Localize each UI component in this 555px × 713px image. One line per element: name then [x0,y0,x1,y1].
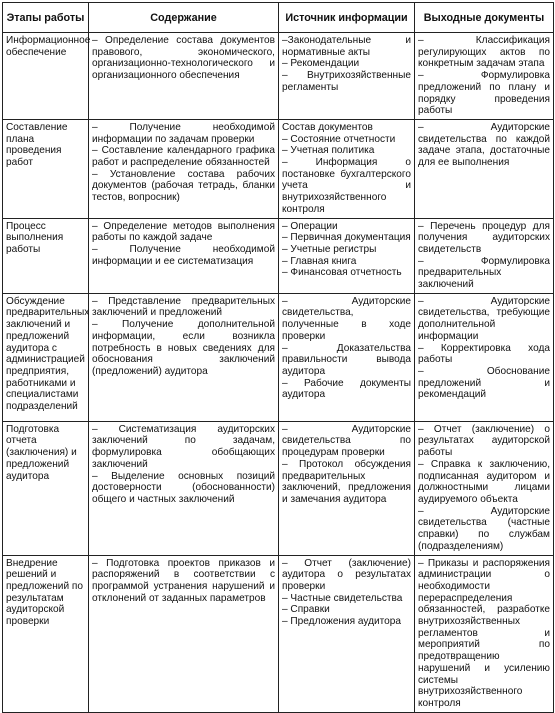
cell-line: – Установление состава рабочих документов (рабочая тетрадь, бланки тестов, вопросник) [92,168,275,204]
cell-line: – Отчет (заключение) аудитора о результатах проверки [282,557,411,592]
cell-content [89,421,279,555]
cell-output [415,421,554,555]
cell-line: – Получение необходимой информации и ее систематизация [92,243,275,267]
table-row [3,293,554,421]
cell-line: – Выделение основных позиций достоверности (обоснованности) общего и частных заключений [92,470,275,505]
cell-line: – Операции [282,220,338,232]
cell-source [279,218,415,293]
cell-line: Подготовка отчета (заключения) и предложений аудитора [6,423,77,482]
header-row [3,3,554,33]
cell-stage [3,119,89,218]
cell-content [89,555,279,712]
cell-line: Внедрение решений и предложений по результатам аудиторской проверки [6,557,83,628]
cell-line: Информационное обеспечение [6,35,91,58]
cell-line: – Рабочие документы аудитора [282,377,411,401]
cell-line: Процесс выполнения работы [6,220,64,255]
cell-line: – Первичная документация [282,232,411,244]
cell-line: – Аудиторские свидетельства по процедурам проверки [282,423,411,459]
cell-line: – Отчет (заключение) о результатах аудиторской работы [418,423,550,459]
cell-line: – Внутрихозяйственные регламенты [282,70,411,93]
cell-line: – Учетная политика [282,145,375,157]
cell-output [415,293,554,421]
cell-line: – Получение необходимой информации по задачам проверки [92,121,275,145]
cell-line: – Протокол обсуждения предварительных заключений, предложения и замечания аудитора [282,458,411,505]
cell-output [415,218,554,293]
cell-line: – Обоснование предложений и рекомендаций [418,365,550,401]
header-source: Источник информации [279,3,415,33]
cell-content [89,33,279,120]
cell-line: Состав документов [282,121,373,133]
cell-line: Обсуждение предварительных заключений и предложений аудитора с администрацией предприятия, работниками и специалистами подразделений [6,295,90,413]
cell-line: – Главная книга [282,255,357,267]
cell-content [89,218,279,293]
cell-line: –Законодательные и нормативные акты [282,35,411,58]
cell-line: – Определение методов выполнения работы по каждой задаче [92,220,275,244]
cell-line: – Учетные регистры [282,243,377,255]
cell-line: – Перечень процедур для получения аудиторских свидетельств [418,220,550,255]
cell-line: – Систематизация аудиторских заключений по задачам, формулировка обобщающих заключений [92,423,275,470]
table-body [3,33,554,713]
cell-line: – Представление предварительных заключений и предложений [92,295,275,319]
cell-line: – Рекомендации [282,58,360,70]
cell-line: – Формулировка предварительных заключений [418,255,550,291]
table-row [3,119,554,218]
cell-line: – Аудиторские свидетельства, требующие дополнительной информации [418,295,550,342]
cell-line: – Частные свидетельства [282,592,403,604]
table-row [3,421,554,555]
table-row [3,218,554,293]
cell-line: – Определение состава документов правового, экономического, организационно-технологического и организационного обеспечения [92,35,275,82]
cell-content [89,119,279,218]
cell-stage [3,33,89,120]
cell-line: Составление плана проведения работ [6,121,68,169]
cell-line: – Аудиторские свидетельства (частные справки) по службам (подразделениям) [418,505,550,552]
cell-stage [3,218,89,293]
cell-output [415,555,554,712]
cell-line: – Предложения аудитора [282,616,402,628]
cell-stage [3,555,89,712]
cell-content [89,293,279,421]
cell-line: – Справки [282,604,330,616]
cell-stage [3,421,89,555]
cell-line: – Аудиторские свидетельства по каждой задаче этапа, достаточные для ее выполнения [418,121,550,169]
cell-line: – Получение дополнительной информации, если возникла потребность в новых сведениях для обоснования заключений (предложений) аудитора [92,319,275,377]
header-stage: Этапы работы [3,3,89,33]
header-content: Содержание [89,3,279,33]
cell-line: – Корректировка хода работы [418,342,550,366]
table-row [3,555,554,712]
cell-line: – Справка к заключению, подписанная аудитором и должностными лицами аудируемого объекта [418,458,550,505]
cell-line: – Подготовка проектов приказов и распоряжений в соответствии с программой устранения нарушений и отклонений от заданных параметров [92,557,275,604]
header-output: Выходные документы [415,3,554,33]
cell-line: – Составление календарного графика работ и распределение обязанностей [92,145,275,169]
cell-output [415,33,554,120]
cell-line: – Информация о постановке бухгалтерского учета и внутрихозяйственного контроля [282,157,411,215]
cell-source [279,119,415,218]
table-row [3,33,554,120]
cell-source [279,421,415,555]
cell-line: – Доказательства правильности вывода аудитора [282,342,411,377]
cell-stage [3,293,89,421]
cell-output [415,119,554,218]
cell-line: – Состояние отчетности [282,133,396,145]
cell-source [279,555,415,712]
cell-line: – Формулировка предложений по плану и порядку проведения работы [418,70,550,117]
audit-stages-table [2,2,554,713]
cell-line: – Приказы и распоряжения администрации о необходимости перераспределения обязанностей, разработке внутрихозяйственных регламентов и мероприятий по предотвращению нарушений и усилению системы внутрихозяйственного контроля [418,557,550,709]
cell-source [279,293,415,421]
cell-source [279,33,415,120]
cell-line: – Классификация регулирующих актов по конкретным задачам этапа [418,35,550,70]
cell-line: – Финансовая отчетность [282,267,402,279]
cell-line: – Аудиторские свидетельства, полученные в ходе проверки [282,295,411,342]
